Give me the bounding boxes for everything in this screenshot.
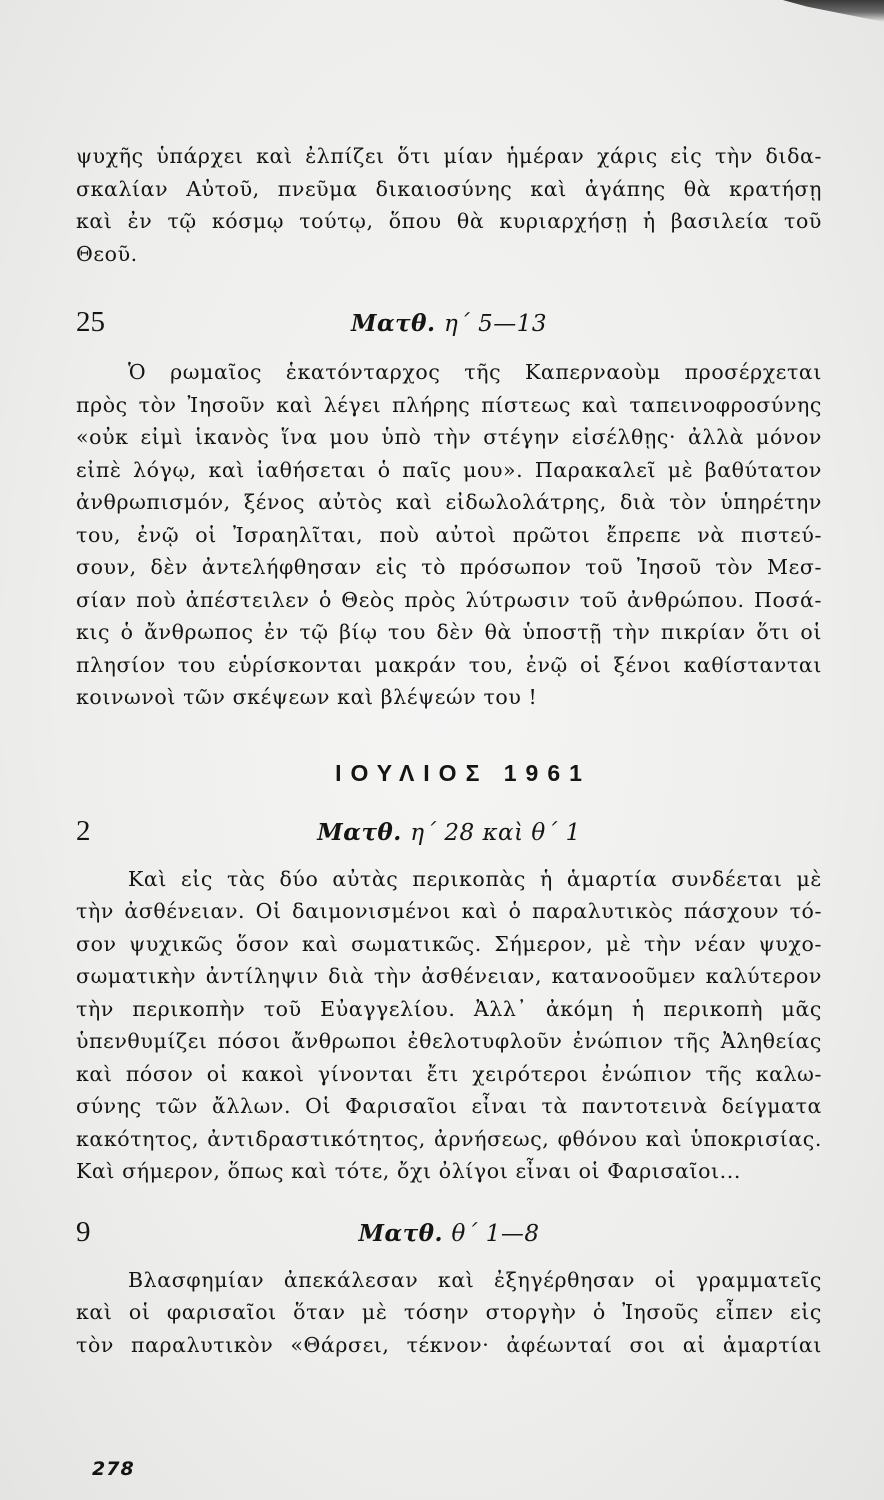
text-line: Βλασφημίαν ἀπεκάλεσαν καὶ ἐξηγέρθησαν οἱ γραμματεῖς — [128, 1267, 822, 1292]
entry-paragraph — [76, 1264, 822, 1362]
text-line: Καὶ σήμερον, ὅπως καὶ τότε, ὄχι ὀλίγοι εἶναι οἱ Φαρισαῖοι... — [76, 1159, 742, 1183]
text-line: καὶ πόσον οἱ κακοὶ γίνονται ἔτι χειρότεροι ἐνώπιον τῆς καλω- — [76, 1061, 822, 1086]
entry-paragraph — [76, 863, 822, 1188]
month-heading: ΙΟΥΛΙΟΣ 1961 — [335, 759, 591, 786]
text-line: καὶ ἐν τῷ κόσμῳ τούτῳ, ὅπου θὰ κυριαρχήσῃ ἡ βασιλεία τοῦ — [76, 209, 822, 233]
text-line: κις ὁ ἄνθρωπος ἐν τῷ βίῳ του δὲν θὰ ὑποστῇ τὴν πικρίαν ὅτι οἱ — [76, 620, 822, 644]
scripture-reference — [76, 310, 822, 337]
text-line: σύνης τῶν ἄλλων. Οἱ Φαρισαῖοι εἶναι τὰ παντοτεινὰ δείγματα — [76, 1094, 822, 1118]
text-line: ψυχῆς ὑπάρχει καὶ ἐλπίζει ὅτι μίαν ἡμέραν χάρις εἰς τὴν διδα- — [76, 144, 822, 168]
text-line: σωματικὴν ἀντίληψιν διὰ τὴν ἀσθένειαν, κατανοοῦμεν καλύτερον — [76, 964, 822, 988]
text-line: καὶ οἱ φαρισαῖοι ὅταν μὲ τόσην στοργὴν ὁ Ἰησοῦς εἶπεν εἰς — [76, 1300, 822, 1324]
entry-25 — [76, 306, 822, 714]
page-content — [76, 140, 822, 1361]
reference-book: Ματθ. — [317, 818, 402, 846]
text-line: πρὸς τὸν Ἰησοῦν καὶ λέγει πλήρης πίστεως καὶ ταπεινοφροσύνης — [76, 392, 822, 417]
entry-day: 2 — [76, 814, 91, 847]
entry-9 — [76, 1216, 822, 1362]
text-line: Θεοῦ. — [76, 241, 138, 266]
reference-book: Ματθ. — [351, 310, 436, 337]
text-line: εἰπὲ λόγῳ, καὶ ἰαθήσεται ὁ παῖς μου». Παρακαλεῖ μὲ βαθύτατον — [76, 457, 822, 482]
scripture-reference — [76, 819, 822, 846]
scan-corner-shadow — [774, 0, 884, 22]
reference-chapter: η΄ 5—13 — [444, 311, 547, 337]
scripture-reference — [76, 1220, 822, 1247]
reference-chapter: θ΄ 1—8 — [451, 1220, 540, 1247]
text-line: τὴν ἀσθένειαν. Οἱ δαιμονισμένοι καὶ ὁ παραλυτικὸς πάσχουν τό- — [76, 899, 822, 923]
intro-paragraph — [76, 140, 822, 270]
text-line: σον ψυχικῶς ὅσον καὶ σωματικῶς. Σήμερον, μὲ τὴν νέαν ψυχο- — [76, 931, 822, 956]
text-line: ὑπενθυμίζει πόσοι ἄνθρωποι ἐθελοτυφλοῦν ἐνώπιον τῆς Ἀληθείας — [76, 1029, 822, 1053]
reference-chapter: η΄ 28 καὶ θ΄ 1 — [410, 819, 581, 846]
text-line: κοινωνοὶ τῶν σκέψεων καὶ βλέψεών του ! — [76, 685, 538, 709]
text-line: τὴν περικοπὴν τοῦ Εὐαγγελίου. Ἀλλ᾿ ἀκόμη ἡ περικοπὴ μᾶς — [76, 996, 822, 1021]
text-line: σουν, δὲν ἀντελήφθησαν εἰς τὸ πρόσωπον τοῦ Ἰησοῦ τὸν Μεσ- — [76, 555, 822, 579]
text-line: ἀνθρωπισμόν, ξένος αὐτὸς καὶ εἰδωλολάτρης, διὰ τὸν ὑπηρέτην — [76, 490, 822, 514]
reference-book: Ματθ. — [358, 1219, 444, 1247]
text-line: κακότητος, ἀντιδραστικότητος, ἀρνήσεως, φθόνου καὶ ὑποκρισίας. — [76, 1126, 822, 1151]
entry-day: 25 — [76, 306, 105, 338]
text-line: τὸν παραλυτικὸν «Θάρσει, τέκνον· ἀφέωνταί σοι αἱ ἁμαρτίαι — [76, 1332, 822, 1357]
text-line: σκαλίαν Αὐτοῦ, πνεῦμα δικαιοσύνης καὶ ἀγάπης θὰ κρατήσῃ — [76, 176, 822, 201]
entry-heading — [76, 306, 822, 354]
text-line: Καὶ εἰς τὰς δύο αὐτὰς περικοπὰς ἡ ἁμαρτία συνδέεται μὲ — [128, 866, 822, 891]
entry-heading — [76, 815, 822, 863]
text-line: Ὁ ρωμαῖος ἑκατόνταρχος τῆς Καπερναοὺμ προσέρχεται — [128, 360, 822, 384]
text-line: σίαν ποὺ ἀπέστειλεν ὁ Θεὸς πρὸς λύτρωσιν τοῦ ἀνθρώπου. Ποσά- — [76, 587, 822, 612]
page-number: 278 — [92, 1458, 135, 1480]
text-line: «οὐκ εἰμὶ ἱκανὸς ἵνα μου ὑπὸ τὴν στέγην εἰσέλθῃς· ἀλλὰ μόνον — [76, 425, 822, 449]
entry-heading — [76, 1216, 822, 1264]
entry-paragraph — [76, 356, 822, 714]
text-line: πλησίον του εὑρίσκονται μακράν του, ἐνῷ οἱ ξένοι καθίστανται — [76, 652, 822, 677]
entry-day: 9 — [76, 1215, 91, 1248]
text-line: του, ἐνῷ οἱ Ἰσραηλῖται, ποὺ αὐτοὶ πρῶτοι ἔπρεπε νὰ πιστεύ- — [76, 522, 822, 547]
entry-2 — [76, 815, 822, 1188]
